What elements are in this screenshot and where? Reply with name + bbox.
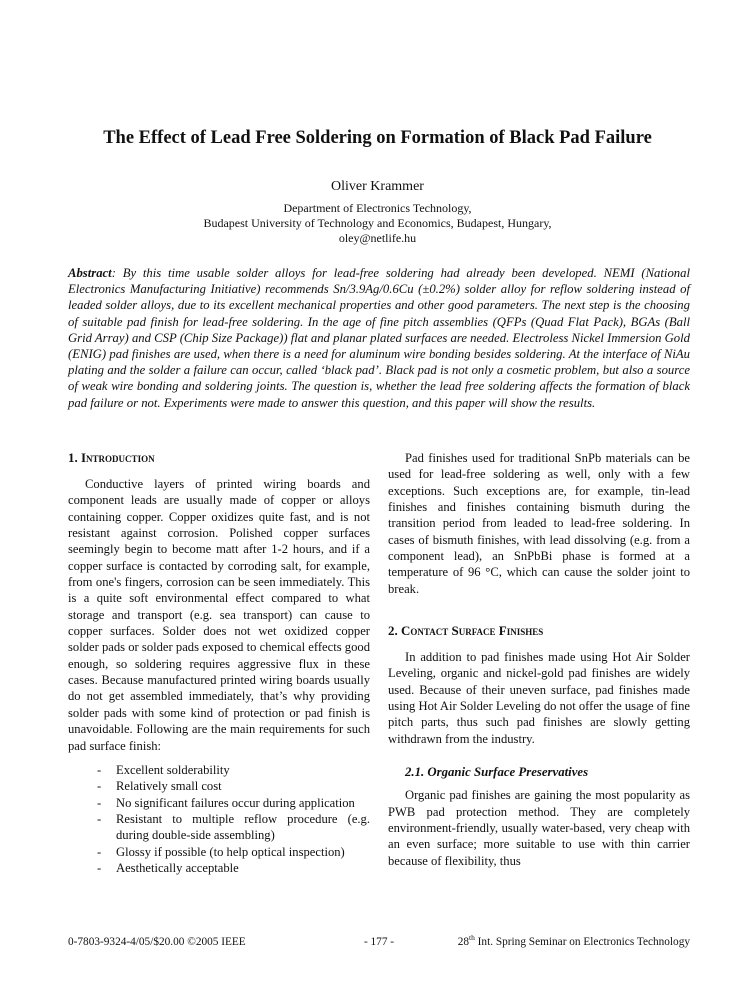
list-item (68, 844, 370, 860)
dash-bullet: - (97, 844, 102, 859)
list-item (68, 811, 370, 844)
affiliation-block (0, 201, 755, 245)
organic-finishes-paragraph: Organic pad finishes are gaining the most popularity as PWB pad protection method. They are completely environment-friendly, usually water-based, very cheap with an even surface; more suitable to use with thin carrier because of flexibility, thus (388, 788, 690, 868)
list-item (68, 762, 370, 778)
two-column-body (68, 450, 690, 876)
list-item-text: Excellent solderability (116, 762, 230, 777)
section-heading-contact-surface-finishes: 2. Contact Surface Finishes (388, 623, 544, 639)
abstract-label: Abstract (68, 266, 112, 280)
abstract-paragraph (68, 265, 690, 411)
author-name: Oliver Krammer (331, 179, 424, 194)
right-column (388, 450, 690, 876)
list-item (68, 860, 370, 876)
list-item-text: Resistant to multiple reflow procedure (e.g. during double-side assembling) (116, 811, 370, 843)
subsection-heading-organic-surface-preservatives: 2.1. Organic Surface Preservatives (405, 765, 589, 780)
list-item-text: Aesthetically acceptable (116, 860, 239, 875)
copyright-notice: 0-7803-9324-4/05/$20.00 ©2005 IEEE (68, 936, 246, 948)
requirements-list (68, 762, 370, 876)
list-item (68, 795, 370, 811)
list-item (68, 778, 370, 794)
left-column (68, 450, 370, 876)
affiliation-department: Department of Electronics Technology, (283, 201, 472, 215)
affiliation-university: Budapest University of Technology and Economics, Budapest, Hungary, (203, 215, 552, 230)
dash-bullet: - (97, 811, 102, 826)
list-item-text: No significant failures occur during application (116, 795, 355, 810)
contact-finishes-paragraph: In addition to pad finishes made using Hot Air Solder Leveling, organic and nickel-gold pad finishes are widely used. Because of their uneven surface, pad finishes made using Hot Air Solder Leveling do not offer the usage of fine pitch parts, thus such pad finishes are slowly getting withdrawn from the industry. (388, 650, 690, 746)
conference-number: 28 (457, 936, 469, 948)
conference-name (458, 935, 690, 949)
pad-finishes-paragraph: Pad finishes used for traditional SnPb materials can be used for lead-free soldering as well, only with a few exceptions. Such exceptions are, for example, tin-lead finishes and finishes containing bismuth during the transition period from leaded to lead-free soldering. In cases of bismuth finishes, with lead dissolving (e.g. from a component lead), an SnPbBi phase is formed at a temperature of 96 °C, which can cause the solder joint to break. (388, 451, 690, 596)
ordinal-superscript: th (468, 933, 475, 943)
page-footer (68, 935, 690, 951)
conference-title: Int. Spring Seminar on Electronics Technology (474, 936, 690, 948)
section-heading-introduction: 1. Introduction (68, 450, 155, 465)
list-item-text: Relatively small cost (116, 779, 222, 794)
introduction-paragraph: Conductive layers of printed wiring boards and component leads are usually made of copper or alloys containing copper. Copper oxidizes quite fast, and is not resistant against corrosion. Polished copper surfaces seemingly begin to become matt after 1-2 hours, and if a copper surface is contacted by corroding salt, for example, from one's fingers, corrosion can be seen immediately. This is a quite soft environmental effect compared to what storage and transport (e.g. sea transport) can cause to copper surfaces. Solder does not wet oxidized copper solder pads or solder pads exposed to chemical effects good enough, so soldering requires aggressive flux in these cases. Because manufactured printed wiring boards usually do not get assembled immediately, that’s why providing solder pads with some kind of protection or pad finish is unavoidable. Following are the main requirements for such pad surface finish: (68, 477, 370, 753)
paper-title: The Effect of Lead Free Soldering on Formation of Black Pad Failure (103, 128, 652, 148)
affiliation-email: oley@netlife.hu (338, 230, 417, 245)
dash-bullet: - (97, 779, 102, 794)
dash-bullet: - (97, 860, 102, 875)
dash-bullet: - (97, 762, 102, 777)
list-item-text: Glossy if possible (to help optical inspection) (116, 844, 345, 859)
dash-bullet: - (97, 795, 102, 810)
abstract-text: : By this time usable solder alloys for lead-free soldering had already been developed. NEMI (National Electronics Manufacturing Initiative) recommends Sn/3.9Ag/0.6Cu (±0.2%) solder alloy for reflow soldering instead of leaded solder alloys, due to its excellent mechanical properties and other good parameters. The next step is the choosing of suitable pad finish for lead-free soldering. In the age of fine pitch assemblies (QFPs (Quad Flat Pack), BGAs (Ball Grid Array) and CSP (Chip Size Package)) flat and planar plated surfaces are needed. Electroless Nickel Immersion Gold (ENIG) pad finishes are used, when there is a need for aluminum wire bonding besides soldering. At the interface of NiAu plating and the solder a failure can occur, called ‘black pad’. Black pad is not only a cosmetic problem, but also a source of weak wire bonding and soldering joints. The question is, whether the lead free soldering affects the formation of black pad failure or not. Experiments were made to answer this question, and this paper will show the results. (68, 266, 690, 410)
page-number: - 177 - (363, 936, 395, 948)
